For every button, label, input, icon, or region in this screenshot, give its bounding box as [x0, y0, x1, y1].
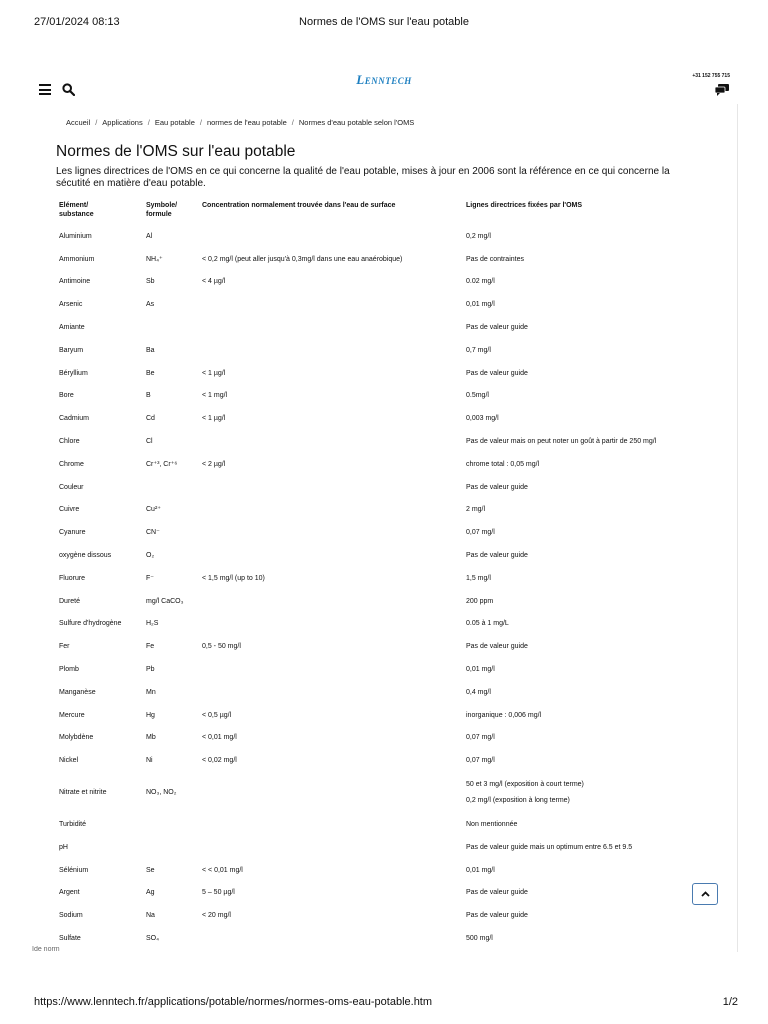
cell-concentration [200, 658, 464, 681]
cell-guideline [464, 772, 714, 813]
site-logo[interactable]: Lenntech [356, 72, 412, 87]
content-border [737, 104, 738, 952]
table-row [57, 316, 714, 339]
cell-concentration [200, 813, 464, 836]
table-row [57, 430, 714, 453]
cell-element: Sulfate [59, 935, 81, 942]
cell-symbol: Ba [146, 346, 155, 354]
cell-guideline: Pas de valeur guide [466, 912, 528, 920]
cell-concentration: < 1 mg/l [202, 392, 228, 400]
header-element: Elément/ substance [59, 202, 94, 218]
cell-guideline: 200 ppm [466, 597, 494, 605]
cell-guideline: 0,01 mg/l [466, 301, 495, 309]
cell-element: Amiante [59, 324, 85, 332]
breadcrumb: Accueil / Applications / Eau potable / normes de l'eau potable / Normes d'eau potable selon l'OMS [66, 118, 415, 127]
cell-symbol: mg/l CaCO₃ [146, 597, 184, 605]
cell-element: Cyanure [59, 529, 86, 537]
table-header-row [57, 197, 714, 225]
cell-concentration [200, 772, 464, 813]
table-row [57, 293, 714, 316]
cell-symbol [144, 813, 200, 836]
table-row [57, 727, 714, 750]
cell-guideline: 0,01 mg/l [466, 866, 495, 874]
cell-element: Nitrate et nitrite [59, 789, 107, 797]
cell-element: Ammonium [59, 255, 95, 263]
cell-symbol: NH₄⁺ [146, 255, 163, 263]
cell-concentration: < 0,02 mg/l [202, 757, 237, 765]
cell-guideline: 0,07 mg/l [466, 757, 495, 765]
cell-element: Chlore [59, 438, 80, 446]
cell-element: Aluminium [59, 232, 92, 240]
cell-guideline: 0.05 à 1 mg/L [466, 620, 509, 628]
header-guideline: Lignes directrices fixées par l'OMS [466, 202, 583, 209]
cell-guideline: 0,07 mg/l [466, 734, 495, 742]
cell-symbol [144, 316, 200, 339]
cell-concentration: < 1 µg/l [202, 415, 226, 423]
table-row [57, 613, 714, 636]
cell-guideline: inorganique : 0,006 mg/l [466, 711, 542, 719]
table-row [57, 635, 714, 658]
cell-symbol: Cd [146, 415, 155, 423]
cell-element: Baryum [59, 346, 84, 354]
cell-concentration: < 20 mg/l [202, 912, 231, 920]
cell-element: Antimoine [59, 278, 91, 286]
guideline-line: 50 et 3 mg/l (exposition à court terme) [466, 781, 584, 789]
cell-element: Turbidité [59, 821, 86, 829]
cell-symbol: Cr⁺³, Cr⁺⁶ [146, 460, 178, 468]
cell-guideline: 1,5 mg/l [466, 574, 491, 582]
cell-symbol: As [146, 301, 155, 309]
cell-element: oxygène dissous [59, 552, 112, 560]
cell-guideline: Pas de valeur guide mais un optimum entre 6.5 et 9.5 [466, 843, 633, 851]
cell-element: Bore [59, 392, 74, 400]
cell-guideline: Pas de valeur guide [466, 643, 528, 651]
hamburger-menu-icon[interactable] [39, 84, 51, 95]
cell-concentration [200, 613, 464, 636]
cell-symbol: CN⁻ [146, 529, 160, 537]
cell-guideline: 0.5mg/l [466, 392, 489, 400]
cell-element: Béryllium [59, 369, 88, 377]
cell-symbol: Sb [146, 278, 155, 286]
cell-guideline: 0,7 mg/l [466, 346, 491, 354]
breadcrumb-normes[interactable]: normes de l'eau potable [206, 118, 287, 127]
breadcrumb-current: Normes d'eau potable selon l'OMS [298, 118, 415, 127]
cell-concentration: 0,5 - 50 mg/l [202, 643, 241, 651]
cell-symbol: B [146, 392, 151, 400]
table-row [57, 248, 714, 271]
cell-symbol [144, 836, 200, 859]
breadcrumb-eau-potable[interactable]: Eau potable [154, 118, 195, 127]
cell-element: Cuivre [59, 506, 80, 514]
scroll-to-top-button[interactable] [692, 883, 718, 905]
cell-element: Plomb [59, 666, 79, 674]
cut-off-text: Ide norm [32, 946, 60, 952]
intro-paragraph: Les lignes directrices de l'OMS en ce qui concerne la qualité de l'eau potable, mises à jour en 2006 sont la référence en ce qui concerne la sécutité en matière d'eau potable. [56, 166, 670, 189]
table-row [57, 813, 714, 836]
print-url: https://www.lenntech.fr/applications/potable/normes/normes-oms-eau-potable.htm [34, 996, 433, 1008]
cell-concentration [200, 836, 464, 859]
table-row [57, 927, 714, 950]
guideline-line: 0,2 mg/l (exposition à long terme) [466, 797, 570, 805]
cell-guideline: Pas de contraintes [466, 255, 524, 263]
cell-concentration: < 1,5 mg/l (up to 10) [202, 574, 265, 582]
breadcrumb-applications[interactable]: Applications [102, 118, 143, 127]
cell-concentration: < 2 µg/l [202, 460, 226, 468]
cell-symbol [144, 476, 200, 499]
cell-symbol: SO₄ [146, 935, 159, 942]
who-standards-table [57, 197, 714, 950]
cell-element: Dureté [59, 597, 81, 605]
table-row [57, 499, 714, 522]
header-symbol: Symbole/ formule [146, 202, 178, 218]
cell-symbol: Ni [146, 757, 153, 765]
table-row [57, 859, 714, 882]
header-concentration: Concentration normalement trouvée dans l'eau de surface [202, 202, 396, 209]
table-row [57, 836, 714, 859]
cell-guideline: 0,01 mg/l [466, 666, 495, 674]
cell-symbol: NO₃, NO₂ [146, 789, 177, 797]
cell-guideline: 0.02 mg/l [466, 278, 495, 286]
cell-element: Cadmium [59, 415, 89, 423]
cell-element: Sulfure d'hydrogène [59, 620, 122, 628]
cell-symbol: Cu²⁺ [146, 506, 161, 514]
cell-symbol: Ag [146, 889, 155, 897]
print-header [0, 16, 768, 32]
cell-symbol: Hg [146, 711, 155, 719]
cell-element: Molybdène [59, 734, 94, 742]
cell-guideline: 0,07 mg/l [466, 529, 495, 537]
cell-guideline: Pas de valeur guide [466, 369, 528, 377]
site-header [0, 70, 768, 104]
cell-concentration [200, 339, 464, 362]
print-page-number: 1/2 [722, 996, 738, 1008]
chat-icon[interactable] [715, 84, 729, 96]
table-row [57, 476, 714, 499]
cell-element: Fluorure [59, 574, 86, 582]
cell-concentration [200, 544, 464, 567]
table-row [57, 407, 714, 430]
chevron-up-icon [701, 891, 710, 897]
cell-symbol: Mb [146, 734, 156, 742]
cell-guideline: 2 mg/l [466, 506, 486, 514]
cell-guideline: Pas de valeur guide [466, 552, 528, 560]
cell-guideline: Pas de valeur guide [466, 483, 528, 491]
cell-concentration [200, 927, 464, 950]
table-row [57, 271, 714, 294]
cell-concentration [200, 499, 464, 522]
cell-element: Sodium [59, 912, 83, 920]
cell-concentration [200, 590, 464, 613]
cell-symbol: Cl [146, 438, 153, 446]
cell-guideline: Pas de valeur guide [466, 324, 528, 332]
table-row [57, 590, 714, 613]
table-row [57, 567, 714, 590]
cell-guideline: Pas de valeur mais on peut noter un goût à partir de 250 mg/l [466, 438, 657, 446]
cell-symbol: H₂S [146, 620, 159, 628]
cell-guideline: 0,4 mg/l [466, 688, 491, 696]
cell-guideline: 500 mg/l [466, 935, 493, 942]
cell-concentration [200, 476, 464, 499]
table-row [57, 225, 714, 248]
cell-concentration [200, 430, 464, 453]
cell-concentration: < 0,5 µg/l [202, 711, 232, 719]
table-row [57, 749, 714, 772]
cell-guideline: Pas de valeur guide [466, 889, 528, 897]
table-row [57, 339, 714, 362]
print-date: 27/01/2024 08:13 [34, 16, 120, 28]
print-title: Normes de l'OMS sur l'eau potable [299, 16, 469, 28]
cell-concentration: < 0,01 mg/l [202, 734, 237, 742]
table-row [57, 385, 714, 408]
cell-element: Chrome [59, 460, 84, 468]
cell-symbol: Pb [146, 666, 155, 674]
cell-element: Couleur [59, 483, 84, 491]
cell-concentration [200, 681, 464, 704]
cell-guideline: 0,003 mg/l [466, 415, 499, 423]
cell-symbol: O₂ [146, 552, 155, 560]
table-row [57, 681, 714, 704]
cell-element: Mercure [59, 711, 85, 719]
cell-element: Sélénium [59, 866, 89, 874]
phone-number[interactable]: +31 152 755 715 [692, 73, 730, 79]
cell-symbol: Be [146, 369, 155, 377]
cell-concentration [200, 225, 464, 248]
breadcrumb-accueil[interactable]: Accueil [66, 118, 91, 127]
cell-concentration: < 4 µg/l [202, 278, 226, 286]
search-icon[interactable] [62, 83, 75, 96]
cell-symbol: Se [146, 866, 155, 874]
print-footer [0, 996, 768, 1012]
table-row [57, 362, 714, 385]
table-row [57, 453, 714, 476]
cell-element: Fer [59, 643, 70, 651]
cell-symbol: F⁻ [146, 574, 154, 582]
cell-symbol: Fe [146, 643, 155, 651]
table-row [57, 658, 714, 681]
table-row [57, 904, 714, 927]
table-row [57, 772, 714, 813]
cell-symbol: Al [146, 232, 153, 240]
cell-element: pH [59, 843, 68, 851]
cell-concentration: 5 – 50 µg/l [202, 889, 235, 897]
cell-concentration [200, 521, 464, 544]
cell-symbol: Mn [146, 688, 156, 696]
cell-guideline: chrome total : 0,05 mg/l [466, 460, 540, 468]
table-row [57, 704, 714, 727]
cell-element: Nickel [59, 757, 79, 765]
cell-element: Argent [59, 889, 80, 897]
cell-concentration [200, 316, 464, 339]
page-title: Normes de l'OMS sur l'eau potable [56, 143, 296, 160]
cell-concentration: < 1 µg/l [202, 369, 226, 377]
table-row [57, 544, 714, 567]
cell-symbol: Na [146, 912, 155, 920]
cell-concentration [200, 293, 464, 316]
cell-guideline: Non mentionnée [466, 821, 518, 829]
table-body [57, 225, 714, 950]
table-row [57, 882, 714, 905]
table-row [57, 521, 714, 544]
cell-element: Arsenic [59, 301, 83, 309]
cell-concentration: < 0,2 mg/l (peut aller jusqu'à 0,3mg/l dans une eau anaérobique) [202, 255, 403, 263]
cell-concentration: < < 0,01 mg/l [202, 866, 243, 874]
cell-element: Manganèse [59, 688, 96, 696]
cell-guideline: 0,2 mg/l [466, 232, 491, 240]
